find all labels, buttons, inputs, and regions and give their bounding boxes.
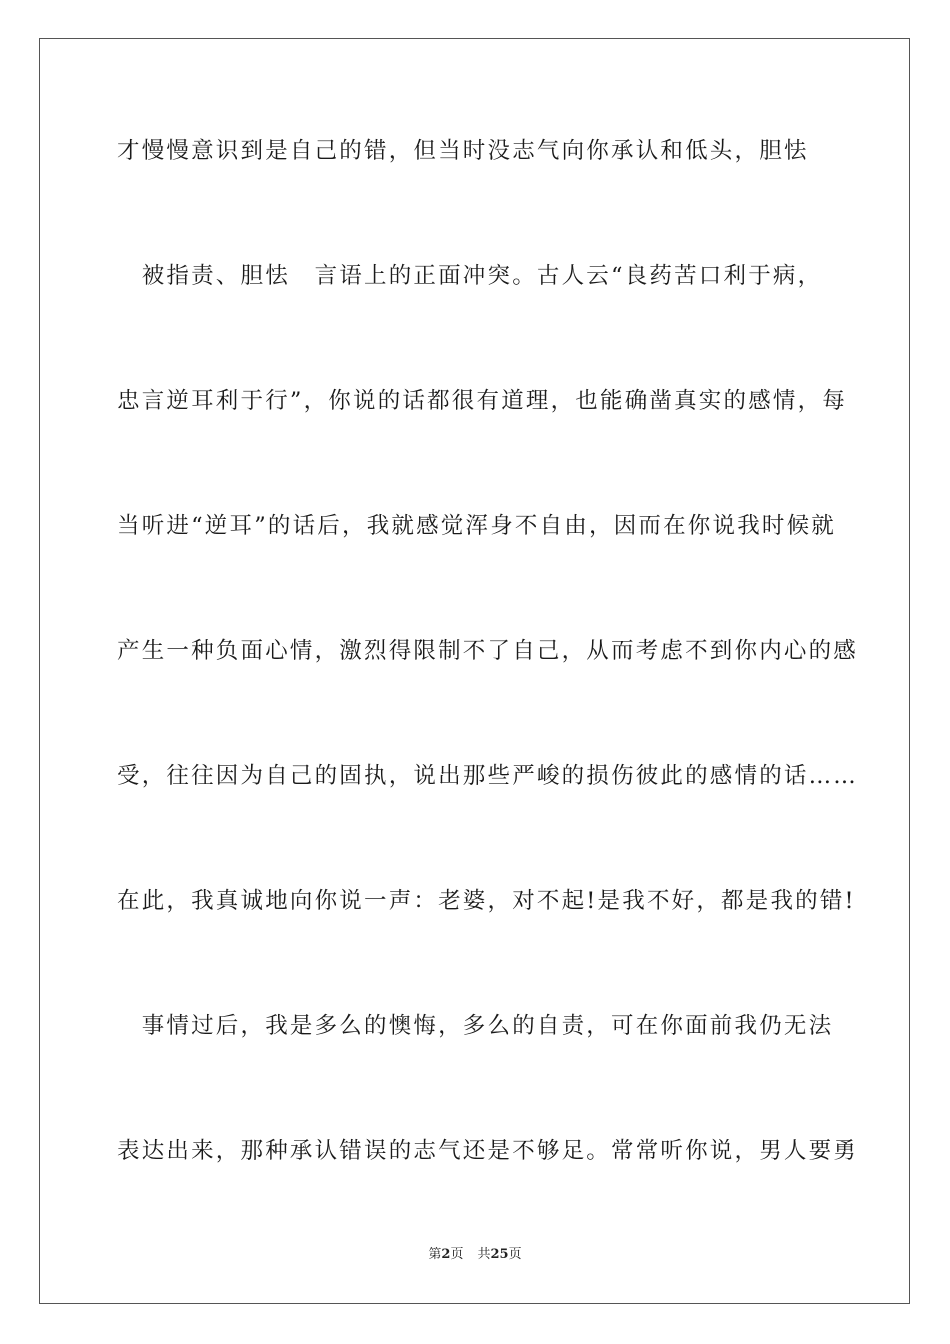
text-line-4: 当听进“逆耳”的话后，我就感觉浑身不自由，因而在你说我时候就	[117, 513, 837, 539]
total-unit: 页	[508, 1247, 522, 1262]
text-line-5: 产生一种负面心情，激烈得限制不了自己，从而考虑不到你内心的感	[117, 638, 859, 664]
page-footer	[0, 1246, 950, 1264]
text-line-1: 才慢慢意识到是自己的错，但当时没志气向你承认和低头，胆怯	[117, 138, 809, 164]
text-line-7: 在此，我真诚地向你说一声：老婆，对不起!是我不好，都是我的错!	[117, 888, 856, 914]
text-line-9: 表达出来，那种承认错误的志气还是不够足。常常听你说，男人要勇	[117, 1138, 859, 1164]
page-current: 2	[441, 1247, 451, 1262]
page-unit: 页	[450, 1247, 464, 1262]
text-line-6: 受，往往因为自己的固执，说出那些严峻的损伤彼此的感情的话……	[117, 763, 859, 789]
text-line-3: 忠言逆耳利于行”，你说的话都很有道理，也能确凿真实的感情，每	[117, 388, 848, 414]
text-line-2: 被指责、胆怯 言语上的正面冲突。古人云“良药苦口利于病，	[117, 263, 823, 289]
total-prefix: 共	[477, 1247, 491, 1262]
page-border	[39, 38, 910, 1304]
text-line-8: 事情过后，我是多么的懊悔，多么的自责，可在你面前我仍无法	[117, 1013, 834, 1039]
page-prefix: 第	[428, 1247, 442, 1262]
page-total: 25	[490, 1247, 509, 1262]
